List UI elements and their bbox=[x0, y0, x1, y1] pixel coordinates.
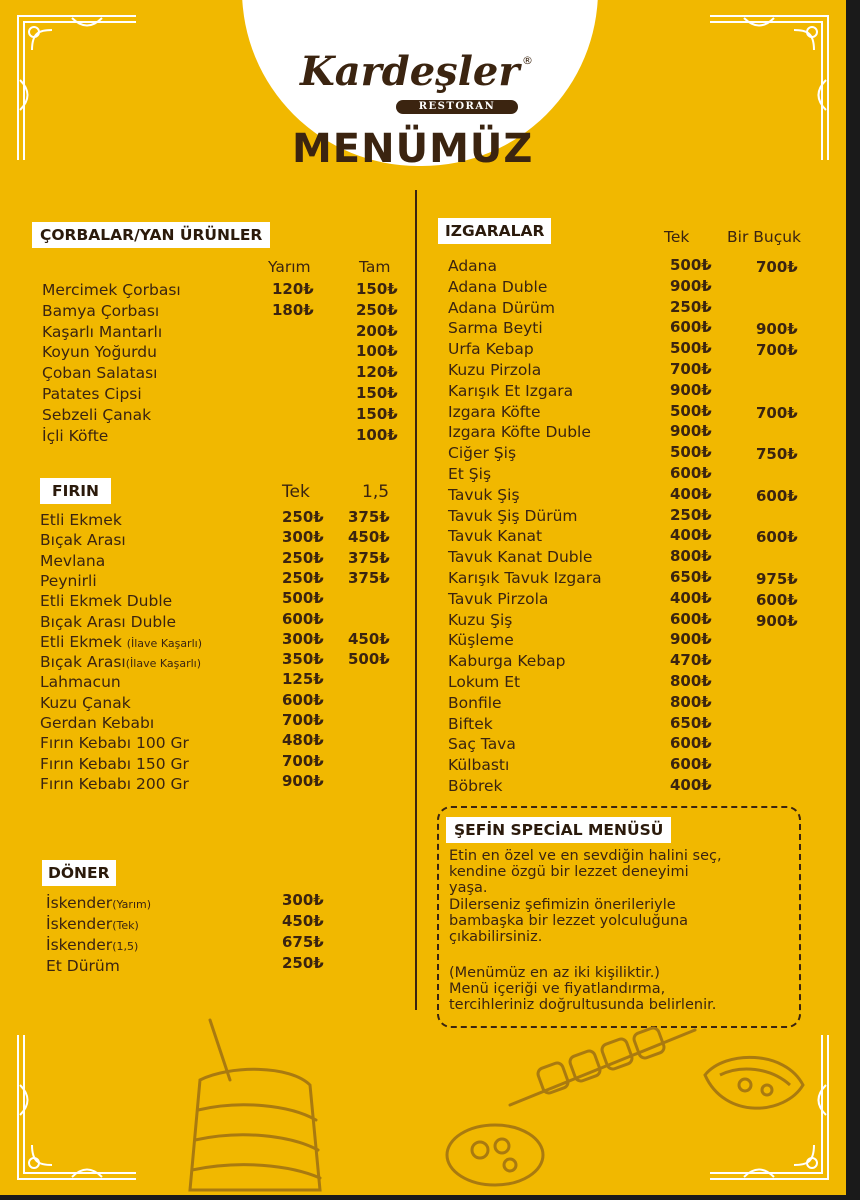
corbalar-item-name: Kaşarlı Mantarlı bbox=[42, 322, 163, 341]
corbalar-item-name: Çoban Salatası bbox=[42, 364, 158, 383]
corbalar-item-price-tam: 120₺ bbox=[356, 363, 398, 382]
firin-item bbox=[40, 693, 131, 713]
firin-item bbox=[40, 672, 121, 692]
firin-item bbox=[40, 632, 202, 652]
firin-item bbox=[40, 733, 189, 753]
izgaralar-item-name: Biftek bbox=[448, 714, 493, 733]
firin-item-price-15: 450₺ bbox=[348, 629, 390, 648]
firin-item-price-tek: 480₺ bbox=[282, 731, 324, 750]
firin-col-tek: Tek bbox=[282, 482, 310, 502]
corner-ornament-bottom-left bbox=[12, 1025, 142, 1185]
doner-illustration bbox=[170, 1010, 370, 1195]
firin-item bbox=[40, 530, 126, 550]
firin-item bbox=[40, 612, 176, 632]
firin-item-price-tek: 600₺ bbox=[282, 690, 324, 709]
izgaralar-item-price-tek: 800₺ bbox=[670, 692, 712, 711]
firin-heading: FIRIN bbox=[40, 478, 111, 504]
izgaralar-item-price-bir-bucuk: 900₺ bbox=[756, 611, 798, 630]
izgaralar-item-name: Tavuk Kanat bbox=[448, 527, 543, 546]
special-line: kendine özgü bir lezzet deneyimi bbox=[449, 864, 689, 880]
izgaralar-item-price-tek: 700₺ bbox=[670, 360, 712, 378]
izgaralar-item-price-tek: 500₺ bbox=[670, 401, 712, 420]
firin-item-name: Bıçak Arası bbox=[40, 531, 126, 550]
izgaralar-item-price-tek: 800₺ bbox=[670, 547, 712, 566]
izgaralar-item-name: Et Şiş bbox=[448, 465, 492, 483]
firin-item bbox=[40, 510, 122, 530]
corbalar-item-price-tam: 100₺ bbox=[356, 342, 398, 361]
izgaralar-item-name: Kaburga Kebap bbox=[448, 652, 566, 671]
izgaralar-item-name: Izgara Köfte bbox=[448, 402, 541, 421]
izgaralar-item-name: Kuzu Şiş bbox=[448, 610, 513, 629]
doner-item bbox=[46, 956, 120, 976]
doner-item-name: İskender bbox=[46, 894, 113, 912]
izgaralar-item-price-tek: 900₺ bbox=[670, 380, 712, 399]
corbalar-col-yarim: Yarım bbox=[268, 258, 311, 276]
firin-item-price-15: 375₺ bbox=[348, 548, 390, 567]
brand-name: Kardeşler bbox=[300, 48, 520, 95]
izgaralar-item-name: Adana Duble bbox=[448, 277, 548, 296]
izgaralar-item-price-tek: 500₺ bbox=[670, 339, 712, 358]
izgaralar-col-tek: Tek bbox=[664, 228, 690, 246]
corner-ornament-top-left bbox=[12, 10, 142, 170]
izgaralar-item-name: Izgara Köfte Duble bbox=[448, 423, 591, 442]
special-line: çıkabilirsiniz. bbox=[449, 929, 543, 945]
izgaralar-item-price-tek: 800₺ bbox=[670, 672, 712, 690]
izgaralar-item-name: Tavuk Kanat Duble bbox=[448, 548, 593, 567]
izgaralar-item-price-bir-bucuk: 700₺ bbox=[756, 403, 798, 422]
izgaralar-item-name: Saç Tava bbox=[448, 735, 516, 754]
firin-item-note: (İlave Kaşarlı) bbox=[126, 636, 202, 650]
firin-item-price-tek: 500₺ bbox=[282, 589, 324, 608]
firin-item-price-tek: 900₺ bbox=[282, 771, 324, 790]
izgaralar-item-price-tek: 400₺ bbox=[670, 484, 712, 503]
izgaralar-item-name: Sarma Beyti bbox=[448, 319, 543, 338]
doner-item-note: (Yarım) bbox=[112, 898, 152, 911]
doner-item-note: (Tek) bbox=[112, 919, 139, 932]
firin-item-name: Kuzu Çanak bbox=[40, 693, 131, 712]
firin-item-price-15: 375₺ bbox=[348, 568, 390, 587]
corbalar-item-price-tam: 150₺ bbox=[356, 404, 398, 423]
firin-item-price-tek: 350₺ bbox=[282, 650, 324, 669]
firin-item bbox=[40, 591, 172, 611]
doner-item-name: İskender bbox=[46, 936, 113, 954]
corbalar-item-name: Patates Cipsi bbox=[42, 385, 142, 403]
firin-item bbox=[40, 571, 97, 591]
izgaralar-col-bir-bucuk: Bir Buçuk bbox=[727, 228, 802, 246]
izgaralar-item-name: Lokum Et bbox=[448, 673, 521, 691]
corbalar-item-price-tam: 150₺ bbox=[356, 280, 398, 298]
firin-item-price-tek: 700₺ bbox=[282, 711, 324, 729]
izgaralar-item-price-tek: 900₺ bbox=[670, 276, 712, 295]
firin-item-price-tek: 700₺ bbox=[282, 751, 324, 770]
izgaralar-heading: IZGARALAR bbox=[438, 218, 551, 244]
special-line: yaşa. bbox=[449, 880, 488, 896]
firin-item bbox=[40, 754, 189, 774]
special-line: tercihleriniz doğrultusunda belirlenir. bbox=[449, 997, 717, 1013]
firin-item-name: Fırın Kebabı 150 Gr bbox=[40, 754, 189, 773]
firin-item bbox=[40, 652, 201, 672]
special-heading: ŞEFİN SPECİAL MENÜSÜ bbox=[446, 817, 671, 843]
firin-item bbox=[40, 551, 105, 571]
firin-item-note: (İlave Kaşarlı) bbox=[125, 657, 201, 671]
izgaralar-item-price-tek: 900₺ bbox=[670, 422, 712, 441]
izgaralar-item-name: Tavuk Pirzola bbox=[448, 589, 549, 608]
izgaralar-item-price-bir-bucuk: 750₺ bbox=[756, 445, 798, 464]
firin-item-price-15: 375₺ bbox=[348, 508, 390, 526]
izgaralar-item-price-bir-bucuk: 600₺ bbox=[756, 486, 798, 505]
izgaralar-item-name: Külbastı bbox=[448, 756, 510, 775]
corbalar-item-price-yarim: 180₺ bbox=[272, 300, 314, 319]
firin-item-price-tek: 300₺ bbox=[282, 528, 324, 547]
izgaralar-item-name: Adana Dürüm bbox=[448, 298, 555, 317]
izgaralar-item-price-tek: 400₺ bbox=[670, 588, 712, 607]
corbalar-item-price-tam: 100₺ bbox=[356, 425, 398, 444]
izgaralar-item-price-tek: 250₺ bbox=[670, 297, 712, 316]
izgaralar-item-name: Ciğer Şiş bbox=[448, 444, 517, 463]
izgaralar-item-price-tek: 650₺ bbox=[670, 713, 712, 732]
firin-item-name: Gerdan Kebabı bbox=[40, 714, 155, 732]
firin-item-price-tek: 125₺ bbox=[282, 670, 324, 689]
firin-item-price-tek: 300₺ bbox=[282, 629, 324, 648]
doner-heading: DÖNER bbox=[42, 860, 116, 886]
special-line: Menü içeriği ve fiyatlandırma, bbox=[449, 981, 666, 997]
corbalar-item-name: Mercimek Çorbası bbox=[42, 281, 181, 299]
special-line: (Menümüz en az iki kişiliktir.) bbox=[449, 965, 660, 981]
firin-item-name: Bıçak Arası bbox=[40, 653, 126, 672]
firin-item-name: Bıçak Arası Duble bbox=[40, 612, 177, 631]
izgaralar-item-name: Karışık Et Izgara bbox=[448, 381, 574, 400]
corbalar-heading: ÇORBALAR/YAN ÜRÜNLER bbox=[32, 222, 270, 248]
izgaralar-item-price-tek: 400₺ bbox=[670, 776, 712, 794]
firin-item-name: Etli Ekmek bbox=[40, 632, 127, 651]
corbalar-col-tam: Tam bbox=[359, 258, 391, 276]
doner-item-price: 300₺ bbox=[282, 891, 324, 909]
wrap-illustration bbox=[695, 1045, 810, 1125]
izgaralar-item-name: Urfa Kebap bbox=[448, 340, 534, 359]
doner-item-price: 450₺ bbox=[282, 912, 324, 930]
izgaralar-item-price-tek: 600₺ bbox=[670, 318, 712, 337]
corner-ornament-top-right bbox=[704, 10, 834, 170]
corbalar-item-price-tam: 150₺ bbox=[356, 384, 398, 402]
doner-item-price: 675₺ bbox=[282, 933, 324, 951]
firin-item bbox=[40, 774, 189, 794]
corbalar-item-name: Bamya Çorbası bbox=[42, 301, 160, 320]
izgaralar-item-name: Küşleme bbox=[448, 631, 514, 650]
izgaralar-item-name: Bonfile bbox=[448, 693, 502, 712]
firin-item-name: Fırın Kebabı 200 Gr bbox=[40, 774, 189, 793]
izgaralar-item-price-bir-bucuk: 975₺ bbox=[756, 570, 798, 588]
izgaralar-item-price-bir-bucuk: 700₺ bbox=[756, 341, 798, 360]
firin-item-name: Etli Ekmek bbox=[40, 511, 122, 529]
izgaralar-item-name: Kuzu Pirzola bbox=[448, 361, 542, 379]
doner-item bbox=[46, 893, 151, 913]
firin-item-name: Mevlana bbox=[40, 551, 106, 570]
doner-item-name: Et Dürüm bbox=[46, 957, 120, 975]
corbalar-item-price-yarim: 120₺ bbox=[272, 280, 314, 298]
izgaralar-item-price-tek: 600₺ bbox=[670, 734, 712, 753]
firin-item-price-15: 450₺ bbox=[348, 528, 390, 547]
firin-item-name: Peynirli bbox=[40, 571, 97, 590]
corbalar-item-price-tam: 200₺ bbox=[356, 321, 398, 340]
firin-item-price-tek: 250₺ bbox=[282, 508, 324, 526]
izgaralar-item-price-tek: 500₺ bbox=[670, 256, 712, 274]
izgaralar-item-price-tek: 650₺ bbox=[670, 568, 712, 586]
doner-item bbox=[46, 914, 139, 934]
corbalar-item-name: İçli Köfte bbox=[42, 426, 109, 445]
izgaralar-item-name: Karışık Tavuk Izgara bbox=[448, 569, 602, 587]
window-edge bbox=[846, 0, 860, 1200]
izgaralar-item-price-tek: 600₺ bbox=[670, 464, 712, 482]
izgaralar-item-price-tek: 600₺ bbox=[670, 609, 712, 628]
skewer-illustration bbox=[500, 1020, 700, 1110]
firin-item bbox=[40, 713, 154, 733]
page-title: MENÜMÜZ bbox=[292, 126, 534, 172]
special-line: Dilerseniz şefimizin önerileriyle bbox=[449, 897, 676, 913]
special-line: Etin en özel ve en sevdiğin halini seç, bbox=[449, 848, 722, 864]
izgaralar-item-price-bir-bucuk: 600₺ bbox=[756, 590, 798, 609]
izgaralar-item-price-bir-bucuk: 600₺ bbox=[756, 528, 798, 547]
firin-item-price-tek: 250₺ bbox=[282, 568, 324, 587]
doner-item bbox=[46, 935, 138, 955]
izgaralar-item-price-tek: 600₺ bbox=[670, 755, 712, 774]
izgaralar-item-price-bir-bucuk: 700₺ bbox=[756, 258, 798, 276]
izgaralar-item-price-tek: 900₺ bbox=[670, 630, 712, 649]
izgaralar-item-name: Adana bbox=[448, 257, 497, 275]
doner-item-note: (1,5) bbox=[112, 940, 139, 953]
izgaralar-item-name: Tavuk Şiş Dürüm bbox=[448, 506, 578, 525]
corbalar-item-name: Koyun Yoğurdu bbox=[42, 343, 157, 362]
izgaralar-item-price-tek: 500₺ bbox=[670, 443, 712, 462]
firin-item-price-15: 500₺ bbox=[348, 650, 390, 669]
firin-item-price-tek: 600₺ bbox=[282, 609, 324, 628]
brand-subtitle: RESTORAN bbox=[396, 100, 518, 114]
firin-item-price-tek: 250₺ bbox=[282, 548, 324, 567]
izgaralar-item-name: Böbrek bbox=[448, 777, 503, 795]
corbalar-item-price-tam: 250₺ bbox=[356, 300, 398, 319]
bowl-illustration bbox=[440, 1110, 550, 1195]
firin-item-name: Lahmacun bbox=[40, 673, 121, 692]
izgaralar-item-price-tek: 250₺ bbox=[670, 505, 712, 524]
special-line: bambaşka bir lezzet yolculuğuna bbox=[449, 913, 689, 929]
doner-item-name: İskender bbox=[46, 915, 113, 933]
firin-item-name: Fırın Kebabı 100 Gr bbox=[40, 734, 189, 753]
izgaralar-item-name: Tavuk Şiş bbox=[448, 485, 520, 504]
corbalar-item-name: Sebzeli Çanak bbox=[42, 405, 152, 424]
firin-item-name: Etli Ekmek Duble bbox=[40, 592, 173, 611]
firin-col-15: 1,5 bbox=[362, 482, 390, 502]
column-divider bbox=[415, 190, 417, 1010]
doner-item-price: 250₺ bbox=[282, 954, 324, 972]
registered-mark: ® bbox=[522, 54, 533, 67]
brand-logo bbox=[300, 48, 540, 118]
izgaralar-item-price-tek: 470₺ bbox=[670, 651, 712, 670]
izgaralar-item-price-tek: 400₺ bbox=[670, 526, 712, 545]
izgaralar-item-price-bir-bucuk: 900₺ bbox=[756, 320, 798, 339]
